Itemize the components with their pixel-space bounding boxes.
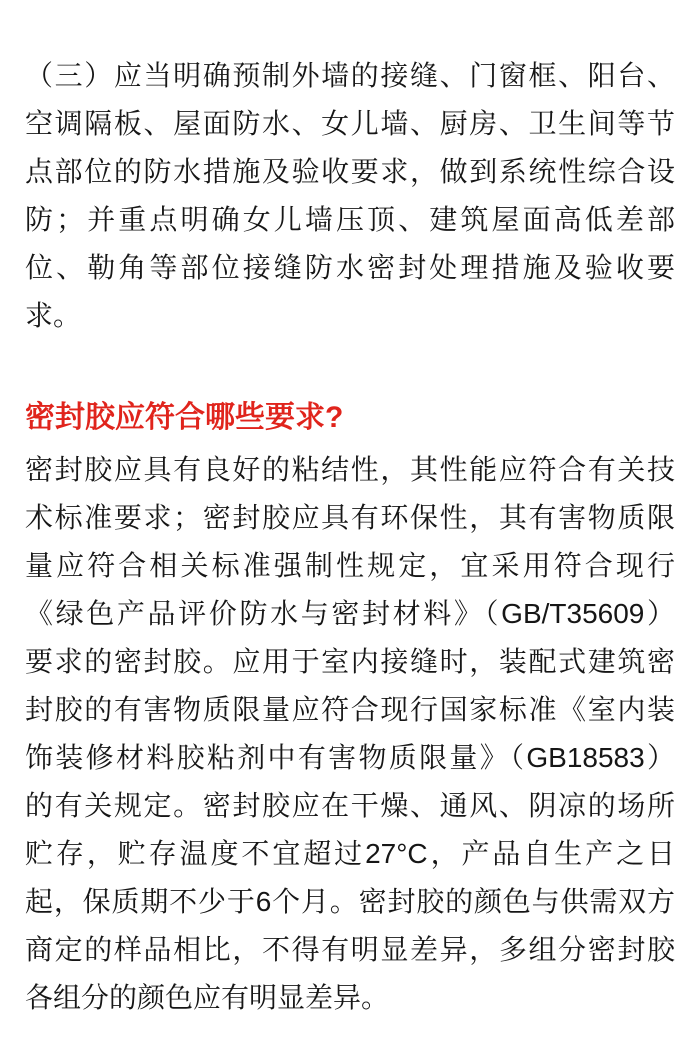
text-line: 的有关规定。密封胶应在干燥、通风、阴凉的场所	[25, 790, 675, 821]
text-line: （三）应当明确预制外墙的接缝、门窗框、阳台、	[25, 60, 675, 91]
text-line: 量应符合相关标准强制性规定，宜采用符合现行	[25, 550, 675, 581]
text-line: 防；并重点明确女儿墙压顶、建筑屋面高低差部	[25, 204, 675, 235]
text-line: 饰装修材料胶粘剂中有害物质限量》（GB18583）	[25, 742, 675, 773]
text-line: 商定的样品相比，不得有明显差异，多组分密封胶	[25, 934, 675, 965]
text-line: 点部位的防水措施及验收要求，做到系统性综合设	[25, 156, 675, 187]
text-line: 贮存，贮存温度不宜超过27°C，产品自生产之日	[25, 838, 675, 869]
text-line: 要求的密封胶。应用于室内接缝时，装配式建筑密	[25, 646, 675, 677]
text-line: 各组分的颜色应有明显差异。	[25, 982, 390, 1013]
paragraph-regulation-item-3	[25, 52, 675, 340]
section-heading-sealant-requirements: 密封胶应符合哪些要求?	[25, 401, 344, 434]
text-line: 起，保质期不少于6个月。密封胶的颜色与供需双方	[25, 886, 675, 917]
text-line: 位、勒角等部位接缝防水密封处理措施及验收要	[25, 252, 675, 283]
text-line: 密封胶应具有良好的粘结性，其性能应符合有关技	[25, 454, 675, 485]
text-line: 术标准要求；密封胶应具有环保性，其有害物质限	[25, 502, 675, 533]
text-line: 封胶的有害物质限量应符合现行国家标准《室内装	[25, 694, 675, 725]
text-line: 空调隔板、屋面防水、女儿墙、厨房、卫生间等节	[25, 108, 675, 139]
text-line: 《绿色产品评价防水与密封材料》（GB/T35609）	[25, 598, 675, 629]
text-line: 求。	[25, 300, 82, 331]
paragraph-sealant-requirements	[25, 446, 675, 1022]
